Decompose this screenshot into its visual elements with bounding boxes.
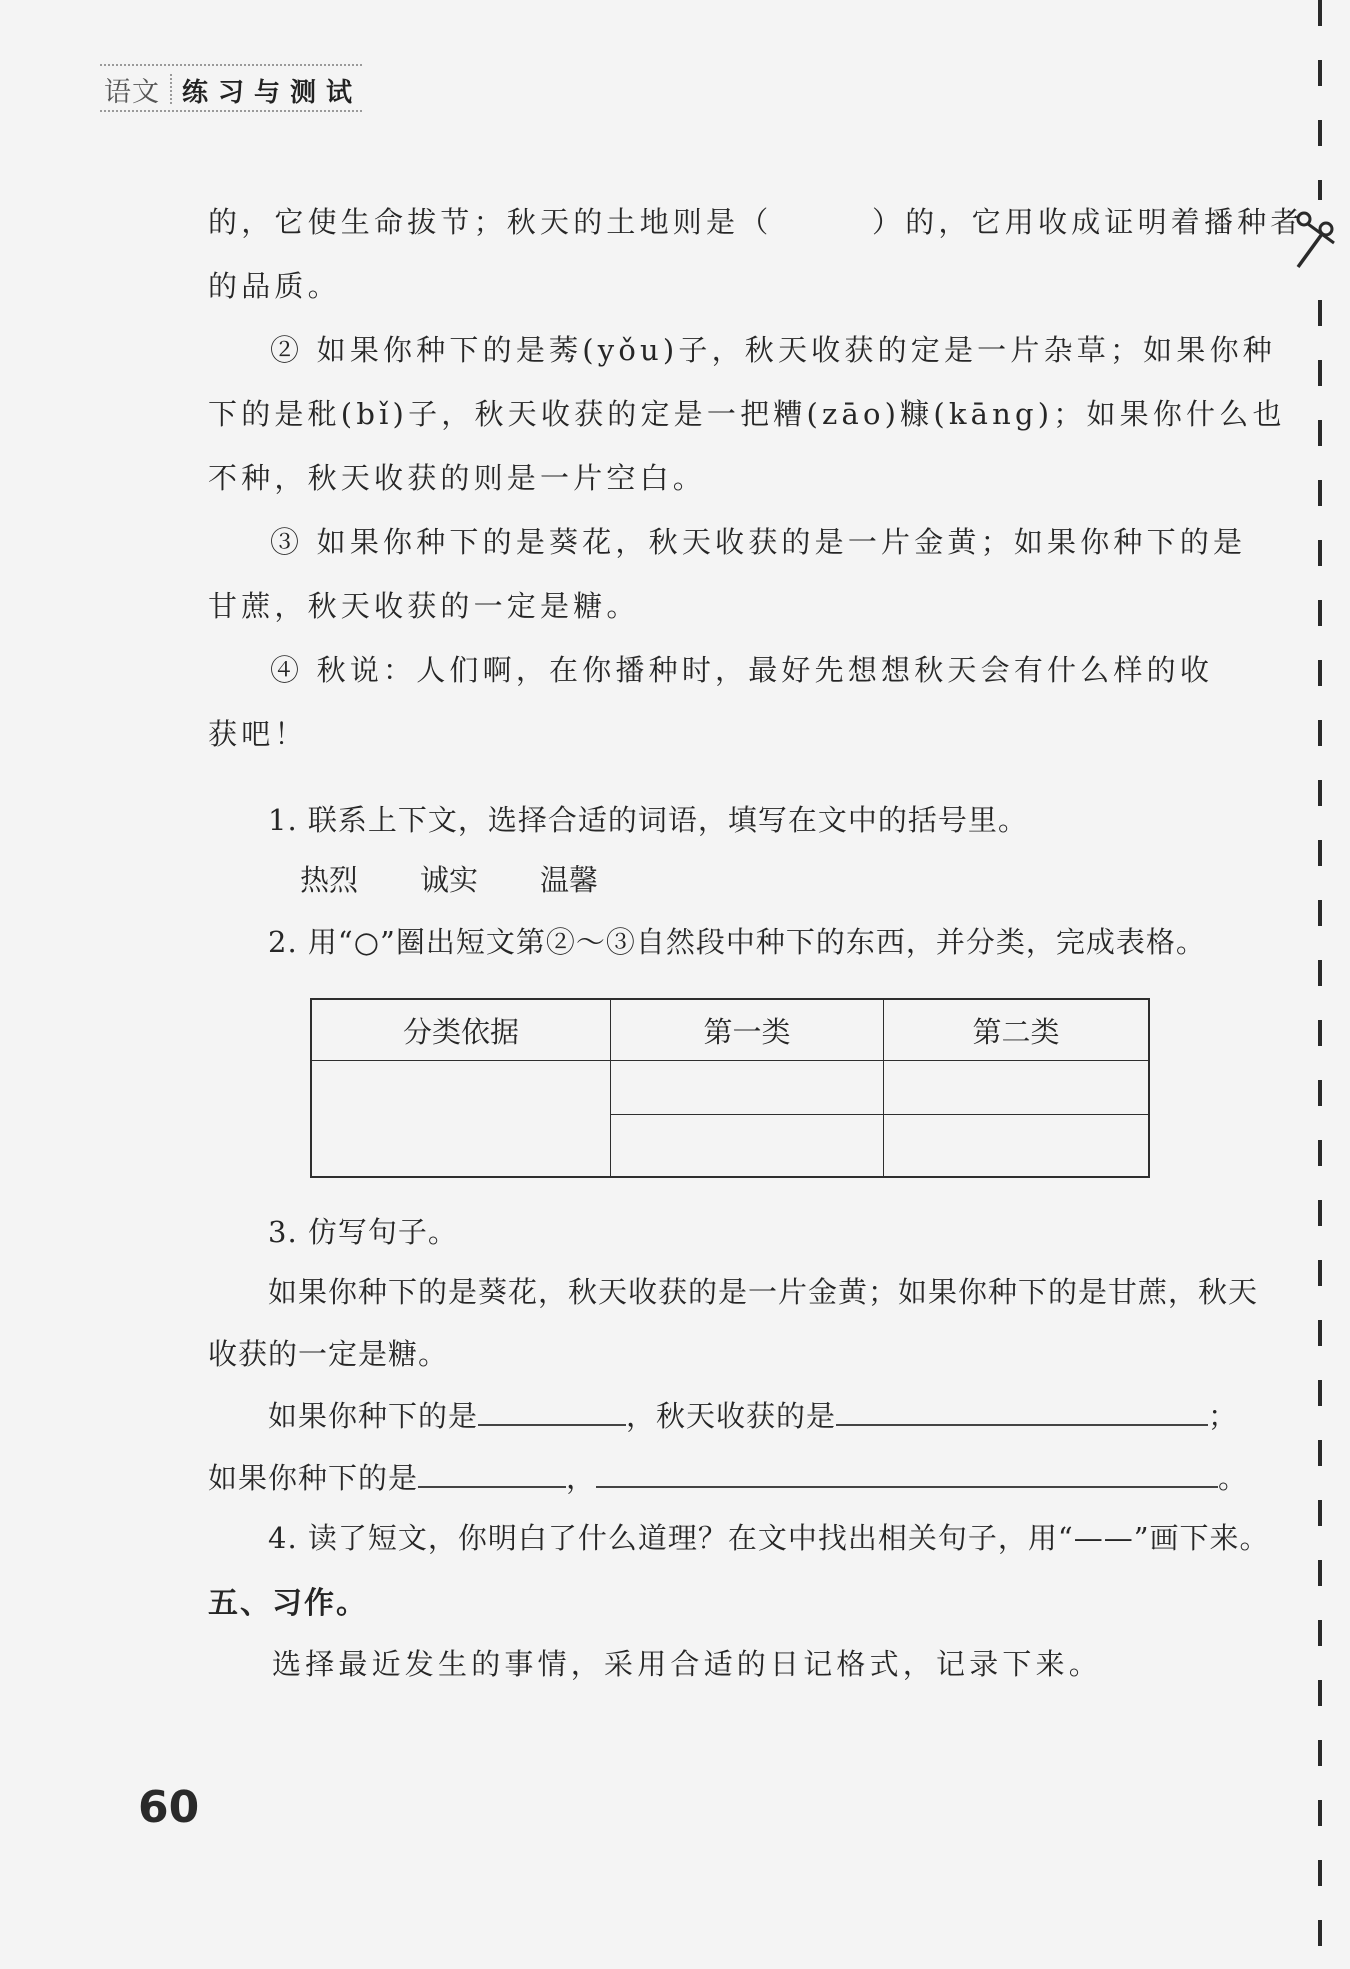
passage-p4-line1: ④ 秋说：人们啊，在你播种时，最好先想想秋天会有什么样的收 xyxy=(270,653,1214,687)
answer-blank[interactable] xyxy=(478,1400,626,1426)
header-divider xyxy=(170,74,173,104)
word-option: 诚实 xyxy=(420,863,479,897)
q3-fill-punct: ； xyxy=(1208,1399,1239,1433)
table-header: 第一类 xyxy=(611,999,884,1061)
writing-prompt: 选择最近发生的事情，采用合适的日记格式，记录下来。 xyxy=(272,1647,1103,1681)
q3-example-line2: 收获的一定是糖。 xyxy=(208,1337,449,1371)
answer-blank[interactable] xyxy=(596,1462,1218,1488)
q3-fill-punct: ， xyxy=(566,1461,597,1495)
passage-p2-line3: 不种，秋天收获的则是一片空白。 xyxy=(208,461,707,495)
question-3: 3. 仿写句子。 xyxy=(268,1215,458,1249)
q3-fill-label: 如果你种下的是 xyxy=(268,1399,479,1433)
passage-p2-line2: 下的是秕(bǐ)子，秋天收获的定是一把糟(zāo)糠(kāng)；如果你什么也 xyxy=(208,397,1286,431)
passage-p3-line2: 甘蔗，秋天收获的一定是糖。 xyxy=(208,589,640,623)
table-cell[interactable] xyxy=(611,1114,884,1177)
question-2: 2. 用“○”圈出短文第②～③自然段中种下的东西，并分类，完成表格。 xyxy=(268,925,1206,959)
table-header: 分类依据 xyxy=(311,999,611,1061)
word-option: 热烈 xyxy=(300,863,359,897)
table-cell[interactable] xyxy=(884,1061,1150,1115)
q3-fill-punct: 。 xyxy=(1218,1461,1249,1495)
page-header xyxy=(100,64,362,112)
table-cell[interactable] xyxy=(884,1114,1150,1177)
question-4: 4. 读了短文，你明白了什么道理？在文中找出相关句子，用“——”画下来。 xyxy=(268,1521,1270,1555)
answer-blank[interactable] xyxy=(418,1462,566,1488)
classification-table xyxy=(310,998,1150,1178)
q3-fill-label: 如果你种下的是 xyxy=(208,1461,419,1495)
cut-line xyxy=(1318,0,1322,1969)
q3-fill-line2 xyxy=(208,1456,1248,1497)
q3-fill-label: ，秋天收获的是 xyxy=(626,1399,837,1433)
book-title: 练习与测试 xyxy=(182,78,363,108)
word-option: 温馨 xyxy=(540,863,599,897)
q3-fill-line1 xyxy=(268,1394,1238,1435)
table-header: 第二类 xyxy=(884,999,1150,1061)
table-cell-basis[interactable] xyxy=(311,1061,611,1178)
passage-p3-line1: ③ 如果你种下的是葵花，秋天收获的是一片金黄；如果你种下的是 xyxy=(270,525,1247,559)
passage-p4-line2: 获吧！ xyxy=(208,717,308,751)
passage-p1-line2: 的品质。 xyxy=(208,269,341,303)
page-number: 60 xyxy=(138,1782,200,1833)
passage-p1-line1: 的，它使生命拔节；秋天的土地则是（ ）的，它用收成证明着播种者 xyxy=(208,205,1304,239)
passage-p2-line1: ② 如果你种下的是莠(yǒu)子，秋天收获的定是一片杂草；如果你种 xyxy=(270,333,1276,367)
q3-example-line1: 如果你种下的是葵花，秋天收获的是一片金黄；如果你种下的是甘蔗，秋天 xyxy=(268,1275,1259,1309)
question-1: 1. 联系上下文，选择合适的词语，填写在文中的括号里。 xyxy=(268,803,1028,837)
answer-blank[interactable] xyxy=(836,1400,1208,1426)
table-cell[interactable] xyxy=(611,1061,884,1115)
subject-label: 语文 xyxy=(104,77,160,108)
section-title: 五、习作。 xyxy=(208,1586,368,1621)
